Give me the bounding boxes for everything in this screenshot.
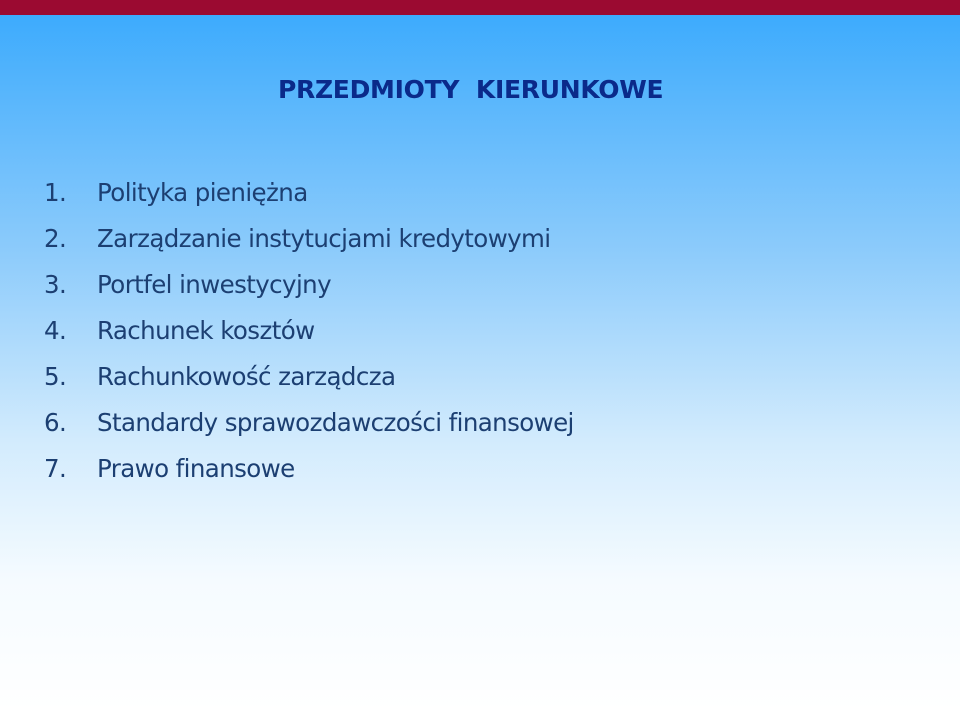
list-item-number: 6.: [44, 408, 67, 437]
top-accent-bar: [0, 0, 960, 15]
list-item: [44, 216, 574, 262]
list-item: [44, 308, 574, 354]
list-item-number: 5.: [44, 362, 67, 391]
list-item-text: Zarządzanie instytucjami kredytowymi: [97, 224, 551, 253]
list-item-number: 2.: [44, 224, 67, 253]
list-item-text: Polityka pieniężna: [97, 178, 308, 207]
subject-list: [44, 170, 574, 492]
list-item: [44, 446, 574, 492]
list-item-text: Rachunek kosztów: [97, 316, 315, 345]
list-item: [44, 170, 574, 216]
list-item-text: Standardy sprawozdawczości finansowej: [97, 408, 574, 437]
list-item-number: 7.: [44, 454, 67, 483]
list-item-text: Rachunkowość zarządcza: [97, 362, 396, 391]
list-item-number: 4.: [44, 316, 67, 345]
list-item-number: 3.: [44, 270, 67, 299]
list-item-number: 1.: [44, 178, 67, 207]
list-item-text: Prawo finansowe: [97, 454, 295, 483]
list-item: [44, 400, 574, 446]
slide-title: PRZEDMIOTY KIERUNKOWE: [278, 75, 664, 104]
list-item: [44, 262, 574, 308]
list-item-text: Portfel inwestycyjny: [97, 270, 331, 299]
list-item: [44, 354, 574, 400]
